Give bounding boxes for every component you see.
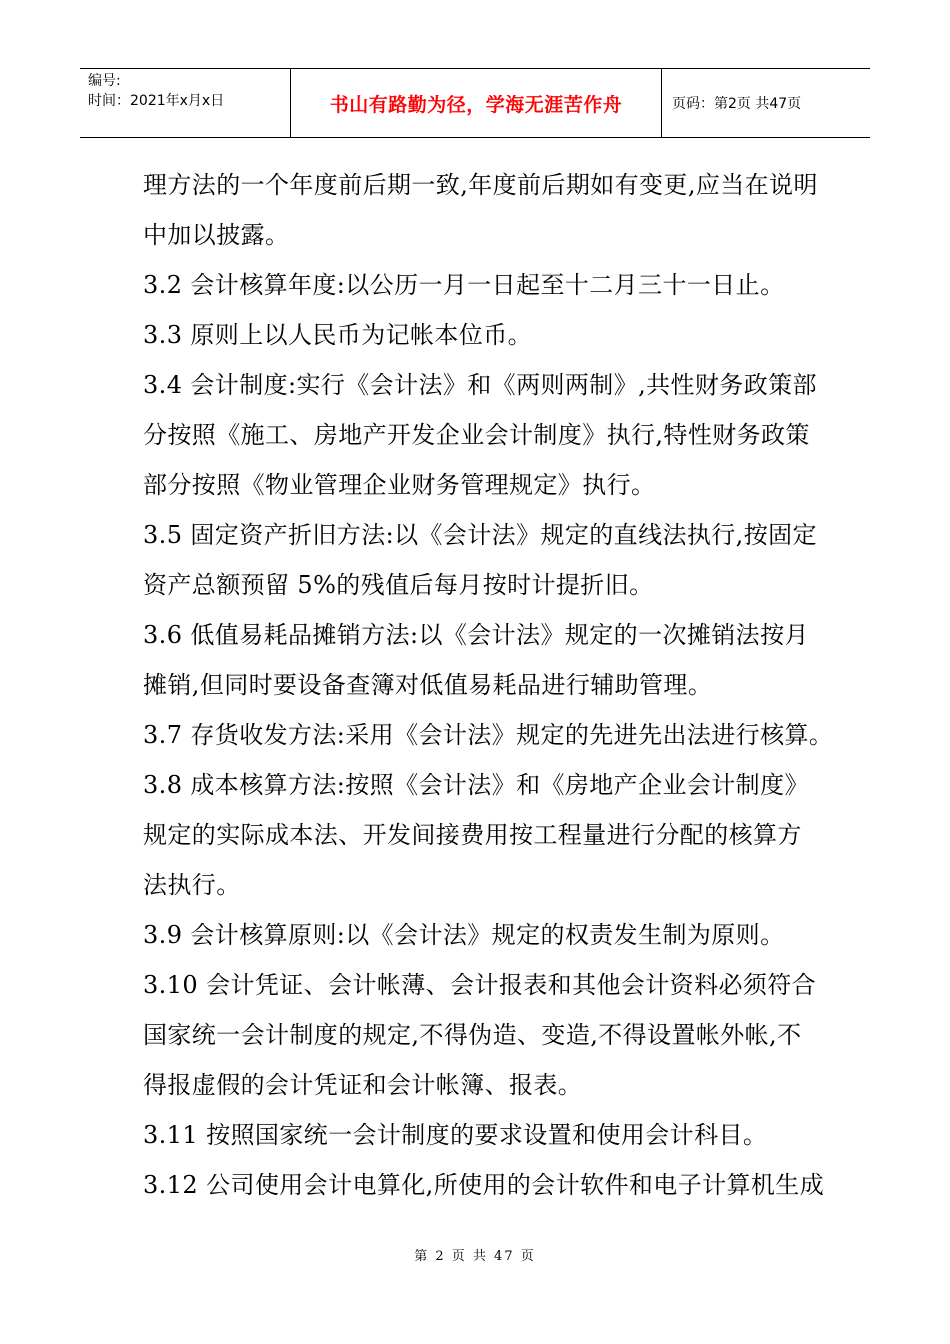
document-date: 时间：2021年x月x日 (88, 93, 225, 109)
body-line: 3.2 会计核算年度:以公历一月一日起至十二月三十一日止。 (143, 271, 785, 299)
document-number-label: 编号: (88, 73, 121, 89)
body-line: 3.12 公司使用会计电算化,所使用的会计软件和电子计算机生成 (143, 1171, 825, 1199)
header-page-number: 页码：第2页 共47页 (672, 96, 802, 112)
body-line: 3.10 会计凭证、会计帐薄、会计报表和其他会计资料必须符合 (143, 971, 817, 999)
body-line: 规定的实际成本法、开发间接费用按工程量进行分配的核算方 (143, 821, 802, 849)
body-line: 3.4 会计制度:实行《会计法》和《两则两制》,共性财务政策部 (143, 371, 817, 399)
header-meta (80, 69, 291, 137)
body-line: 理方法的一个年度前后期一致,年度前后期如有变更,应当在说明 (143, 171, 818, 199)
body-line: 摊销,但同时要设备查簿对低值易耗品进行辅助管理。 (143, 671, 713, 699)
document-body (143, 160, 834, 1210)
body-line: 3.9 会计核算原则:以《会计法》规定的权责发生制为原则。 (143, 921, 785, 949)
body-line: 资产总额预留 5%的残值后每月按时计提折旧。 (143, 571, 654, 599)
page-footer: 第 2 页 共 47 页 (414, 1249, 536, 1264)
body-line: 3.7 存货收发方法:采用《会计法》规定的先进先出法进行核算。 (143, 721, 834, 749)
page-header (80, 68, 870, 138)
body-line: 中加以披露。 (143, 221, 290, 249)
body-line: 得报虚假的会计凭证和会计帐簿、报表。 (143, 1071, 583, 1099)
body-line: 3.11 按照国家统一会计制度的要求设置和使用会计科目。 (143, 1121, 768, 1149)
body-line: 法执行。 (143, 871, 241, 899)
body-line: 3.8 成本核算方法:按照《会计法》和《房地产企业会计制度》 (143, 771, 809, 799)
header-motto: 书山有路勤为径，学海无涯苦作舟 (329, 93, 623, 116)
header-page-info (662, 69, 870, 137)
body-line: 3.3 原则上以人民币为记帐本位币。 (143, 321, 532, 349)
body-line: 国家统一会计制度的规定,不得伪造、变造,不得设置帐外帐,不 (143, 1021, 802, 1049)
body-line: 3.6 低值易耗品摊销方法:以《会计法》规定的一次摊销法按月 (143, 621, 809, 649)
body-line: 部分按照《物业管理企业财务管理规定》执行。 (143, 471, 656, 499)
body-line: 3.5 固定资产折旧方法:以《会计法》规定的直线法执行,按固定 (143, 521, 817, 549)
header-motto-cell (291, 69, 662, 137)
body-line: 分按照《施工、房地产开发企业会计制度》执行,特性财务政策 (143, 421, 810, 449)
